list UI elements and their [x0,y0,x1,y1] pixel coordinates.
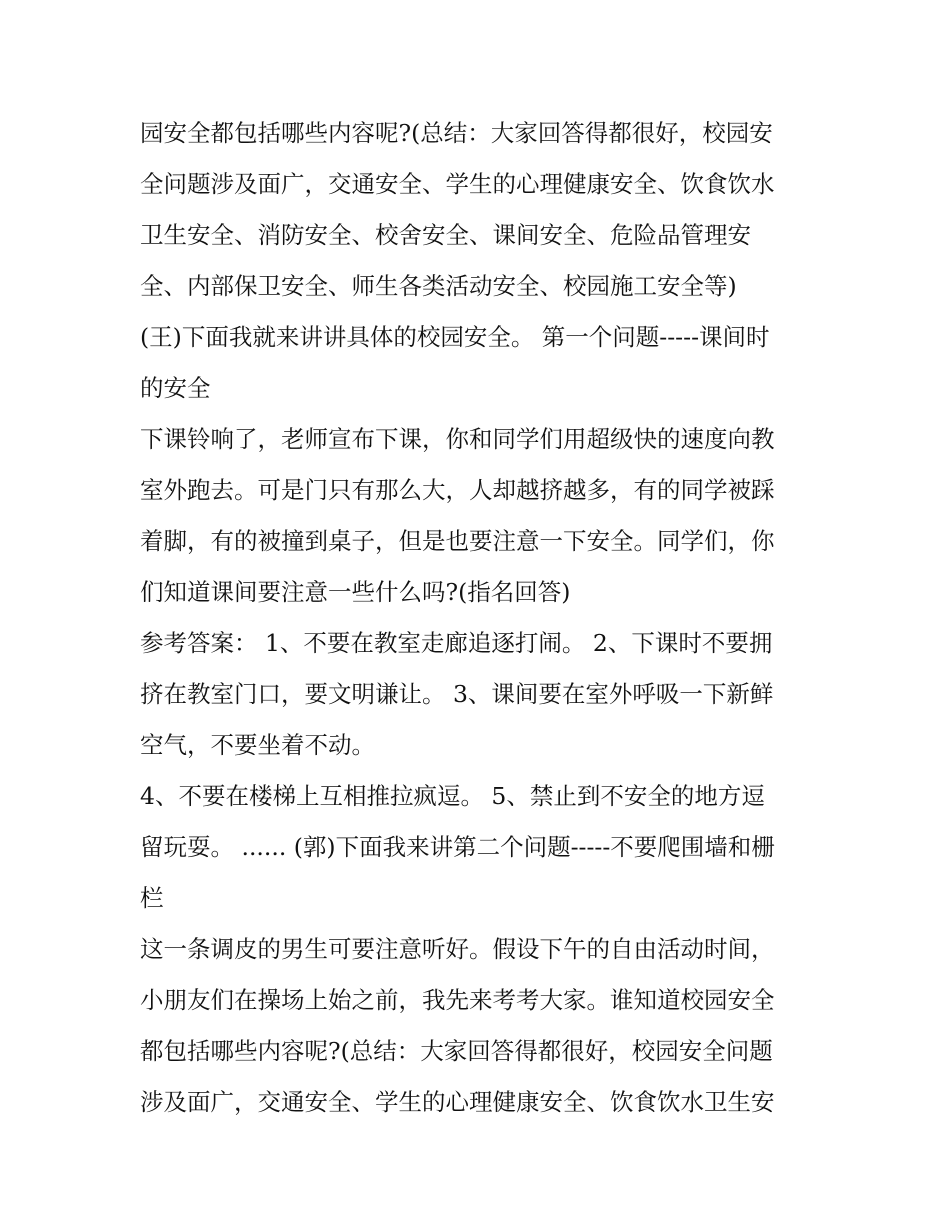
text-line: 留玩耍。 ...... (郭)下面我来讲第二个问题-----不要爬围墙和栅 [140,833,775,861]
text-line: 着脚，有的被撞到桌子，但是也要注意一下安全。同学们，你 [140,527,775,555]
text-line: (王)下面我就来讲讲具体的校园安全。 第一个问题-----课间时 [140,323,770,351]
text-line: 这一条调皮的男生可要注意听好。假设下午的自由活动时间， [140,935,775,963]
text-line: 卫生安全、消防安全、校舍安全、课间安全、危险品管理安 [140,221,751,249]
text-line: 挤在教室门口，要文明谦让。 3、课间要在室外呼吸一下新鲜 [140,680,774,708]
document-body [140,108,820,1128]
text-line: 下课铃响了，老师宣布下课，你和同学们用超级快的速度向教 [140,425,775,453]
text-line: 们知道课间要注意一些什么吗?(指名回答) [140,578,571,606]
text-line: 全问题涉及面广，交通安全、学生的心理健康安全、饮食饮水 [140,170,775,198]
text-line: 园安全都包括哪些内容呢?(总结：大家回答得都很好，校园安 [140,119,773,147]
text-line: 涉及面广，交通安全、学生的心理健康安全、饮食饮水卫生安 [140,1088,775,1116]
text-line: 室外跑去。可是门只有那么大，人却越挤越多，有的同学被踩 [140,476,775,504]
text-line: 全、内部保卫安全、师生各类活动安全、校园施工安全等) [140,272,737,300]
text-line: 栏 [140,884,164,912]
text-line: 参考答案： 1、不要在教室走廊追逐打闹。 2、下课时不要拥 [140,629,773,657]
text-line: 4、不要在楼梯上互相推拉疯逗。 5、禁止到不安全的地方逗 [140,782,765,810]
text-line: 的安全 [140,374,211,402]
text-line: 都包括哪些内容呢?(总结：大家回答得都很好，校园安全问题 [140,1037,773,1065]
text-line: 小朋友们在操场上始之前，我先来考考大家。谁知道校园安全 [140,986,775,1014]
text-line: 空气，不要坐着不动。 [140,731,375,759]
